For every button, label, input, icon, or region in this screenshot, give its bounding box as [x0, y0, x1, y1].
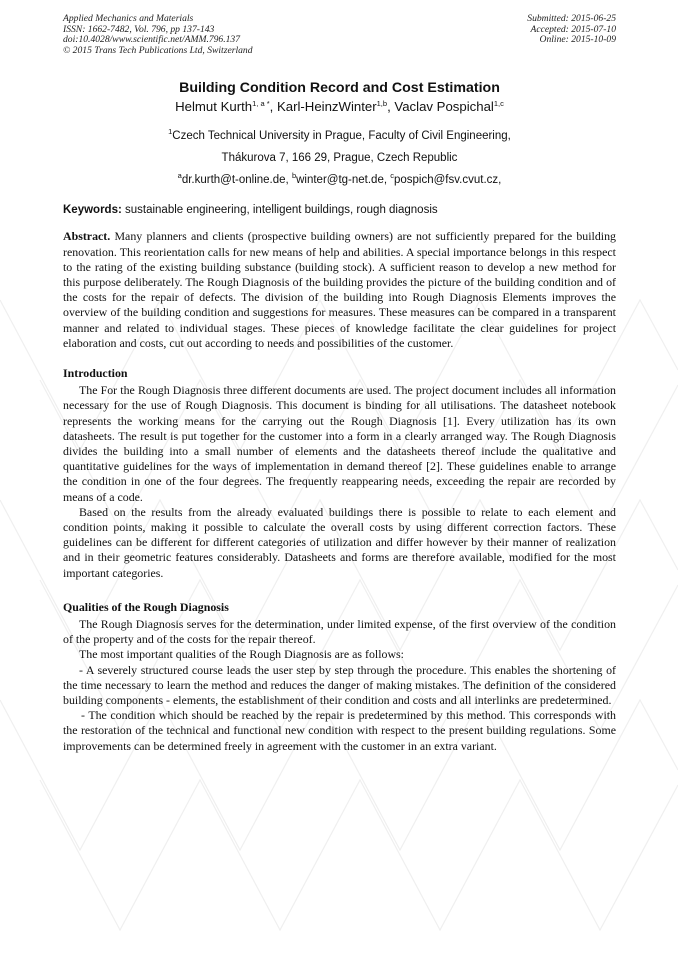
journal-doi: doi:10.4028/www.scientific.net/AMM.796.137	[63, 34, 241, 46]
affiliation-mark: 1	[168, 127, 173, 137]
author-name: Vaclav Pospichal	[394, 99, 494, 115]
author-affiliation-mark: 1, a *	[252, 99, 270, 109]
submitted-date: Submitted: 2015-06-25	[527, 13, 616, 24]
paper-title: Building Condition Record and Cost Estimation	[179, 80, 500, 97]
paragraph: The For the Rough Diagnosis three different documents are used. The project document includes all information necessary for the use of Rough Diagnosis. This document is binding for all utilisations. The datasheet notebook represents the working means for the carrying out the Rough Diagnosis [1]. Every utilization has its own datasheets. The result is put together for the customer into a form in a clearly arranged way. The Rough Diagnosis divides the building into a small number of elements and the datasheets thereof include the qualitative and quantitative guidelines for the ways of implementation in demand thereof [2]. These guidelines enable to arrange the condition in one of the four degrees. The frequently reappearing needs, exceeding the repair are recorded by means of a code.	[63, 383, 616, 504]
abstract-label: Abstract.	[63, 229, 111, 244]
keywords-text: sustainable engineering, intelligent buildings, rough diagnosis	[121, 204, 438, 217]
section-heading-introduction: Introduction	[63, 366, 128, 380]
journal-issn: ISSN: 1662-7482, Vol. 796, pp 137-143	[63, 23, 215, 35]
author-name: Karl-HeinzWinter	[276, 99, 377, 115]
keywords	[63, 203, 616, 218]
affiliation-address: Thákurova 7, 166 29, Prague, Czech Republic	[221, 152, 458, 165]
author-list	[63, 98, 616, 116]
author-affiliation-mark: 1,c	[493, 99, 504, 109]
abstract	[63, 229, 616, 351]
author-name: Helmut Kurth	[175, 99, 253, 115]
qualities-section	[63, 617, 616, 754]
email-link[interactable]: pospich@fsv.cvut.cz,	[394, 174, 502, 187]
paragraph: The most important qualities of the Rough Diagnosis are as follows:	[79, 647, 404, 662]
submission-dates	[527, 14, 616, 56]
online-date: Online: 2015-10-09	[539, 34, 616, 46]
paragraph: Based on the results from the already evaluated buildings there is possible to relate to each element and condition points, making it possible to calculate the overall costs by using different correction factors. These guidelines can be different for different categories of utilization and differ however by their manner of realization and in their geometric features considerably. Datasheets and forms are therefore available, modified for the most important categories.	[63, 504, 616, 580]
journal-name: Applied Mechanics and Materials	[63, 13, 194, 24]
journal-copyright: © 2015 Trans Tech Publications Ltd, Switzerland	[63, 44, 253, 56]
list-item: - A severely structured course leads the user step by step through the procedure. This enables the shortening of the time necessary to learn the method and reduces the danger of making mistakes. The definition of the considered building components - elements, the establishment of their condition and costs and all interlinks are predetermined.	[63, 662, 616, 708]
introduction-section	[63, 383, 616, 581]
affiliation-text: Czech Technical University in Prague, Faculty of Civil Engineering,	[172, 130, 511, 143]
paper-page	[63, 14, 616, 754]
email-mark: c	[390, 171, 394, 181]
email-link[interactable]: dr.kurth@t-online.de,	[181, 174, 292, 187]
author-emails	[63, 169, 616, 191]
list-item: - The condition which should be reached by the repair is predetermined by this method. This corresponds with the restoration of the technical and functional new condition with respect to the present building regulations. Some improvements can be determined freely in agreement with the customer in an extra variant.	[63, 708, 616, 753]
accepted-date: Accepted: 2015-07-10	[530, 23, 616, 35]
email-mark: b	[291, 171, 297, 181]
keywords-label: Keywords:	[63, 204, 122, 217]
journal-info	[63, 14, 253, 56]
section-heading-qualities: Qualities of the Rough Diagnosis	[63, 599, 229, 614]
email-link[interactable]: winter@tg-net.de,	[296, 174, 391, 187]
journal-header	[63, 14, 616, 56]
author-separator: ,	[387, 99, 395, 115]
abstract-text: Many planners and clients (prospective building owners) are not sufficiently prepared for the building renovation. This reorientation calls for new means of help and abilities. A special importance belongs in this respect to the rating of the existing building substance (building stock). A sufficient reason to develop a new method for this purpose deliberately. The Rough Diagnosis of the building provides the picture of the building condition and of the costs for the repair of defects. The division of the building into Rough Diagnosis Elements improves the overview of the building condition and suggestions for measures. These measures can be compared in a transparent manner and related to individual stages. These pieces of knowledge facilitate the clear guidelines for project elaboration and costs, cut out according to needs and possibilities of the customer.	[63, 229, 616, 350]
author-affiliation-mark: 1,b	[376, 99, 388, 109]
author-separator: ,	[269, 99, 277, 115]
email-mark: a	[177, 171, 182, 181]
affiliation-institution	[63, 125, 616, 147]
paragraph: The Rough Diagnosis serves for the determination, under limited expense, of the first overview of the condition of the property and of the costs for the repair thereof.	[63, 617, 616, 647]
